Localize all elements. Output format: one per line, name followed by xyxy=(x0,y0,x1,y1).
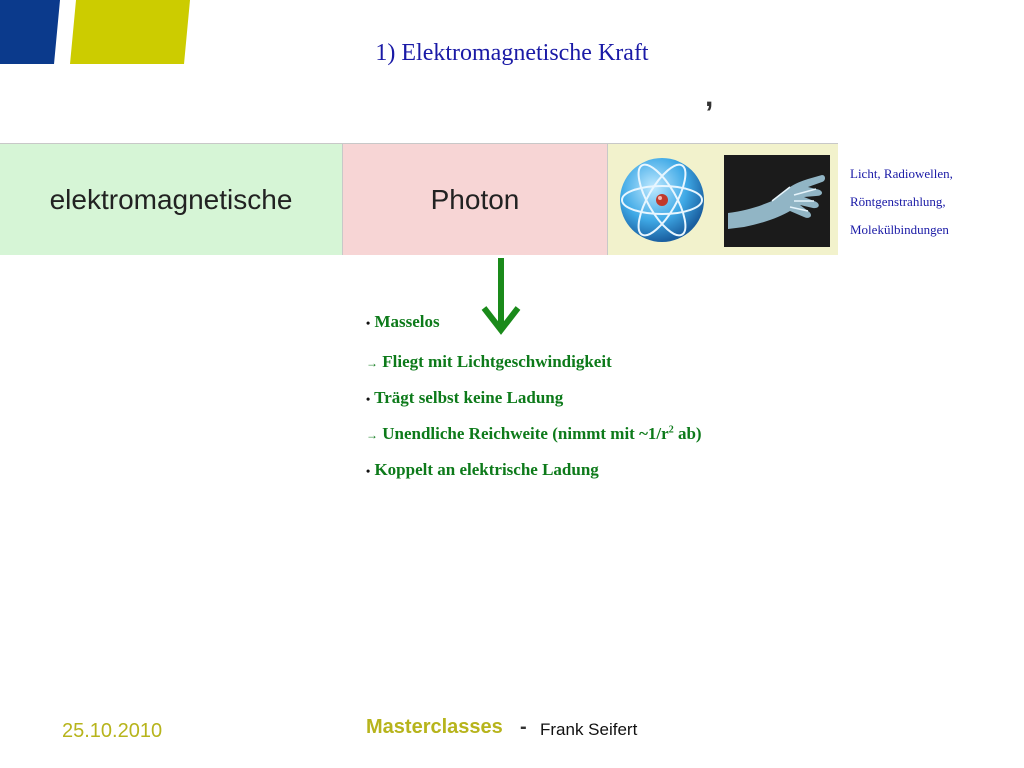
examples-line-2: Röntgenstrahlung, xyxy=(850,194,946,209)
list-item-text-tail: ab) xyxy=(673,424,702,443)
footer-date: 25.10.2010 xyxy=(62,720,163,742)
comma-separator: , xyxy=(705,80,714,113)
list-item-text: Koppelt an elektrische Ladung xyxy=(374,460,599,479)
xray-hand-icon xyxy=(724,155,830,247)
slide-title: 1) Elektromagnetische Kraft xyxy=(375,40,649,66)
arrow-marker: → xyxy=(366,356,378,370)
example-images-cell xyxy=(608,143,838,255)
list-item-text: Unendliche Reichweite (nimmt mit ~1/r xyxy=(382,424,669,443)
bullet-marker: • xyxy=(366,392,371,406)
list-item-text: Trägt selbst keine Ladung xyxy=(374,388,564,407)
footer-separator: - xyxy=(520,716,527,738)
down-arrow-icon xyxy=(478,256,524,336)
superscript-exponent: 2 xyxy=(668,424,674,436)
list-item xyxy=(366,312,440,332)
list-item xyxy=(366,424,702,444)
examples-line-1: Licht, Radiowellen, xyxy=(850,166,953,181)
force-table-row xyxy=(0,143,838,255)
carrier-cell: Photon xyxy=(343,143,608,255)
footer-author: Frank Seifert xyxy=(540,720,638,739)
examples-note xyxy=(850,160,953,244)
footer-event: Masterclasses xyxy=(366,716,503,738)
atom-globe-icon xyxy=(614,150,710,246)
list-item xyxy=(366,352,612,372)
list-item xyxy=(366,388,563,408)
examples-line-3: Molekülbindungen xyxy=(850,222,949,237)
list-item-text: Masselos xyxy=(374,312,440,331)
list-item xyxy=(366,460,599,480)
list-item-text: Fliegt mit Lichtgeschwindigkeit xyxy=(382,352,612,371)
force-name-cell: elektromagnetische xyxy=(0,143,343,255)
bullet-marker: • xyxy=(366,464,371,478)
arrow-marker: → xyxy=(366,428,378,442)
bullet-marker: • xyxy=(366,316,371,330)
